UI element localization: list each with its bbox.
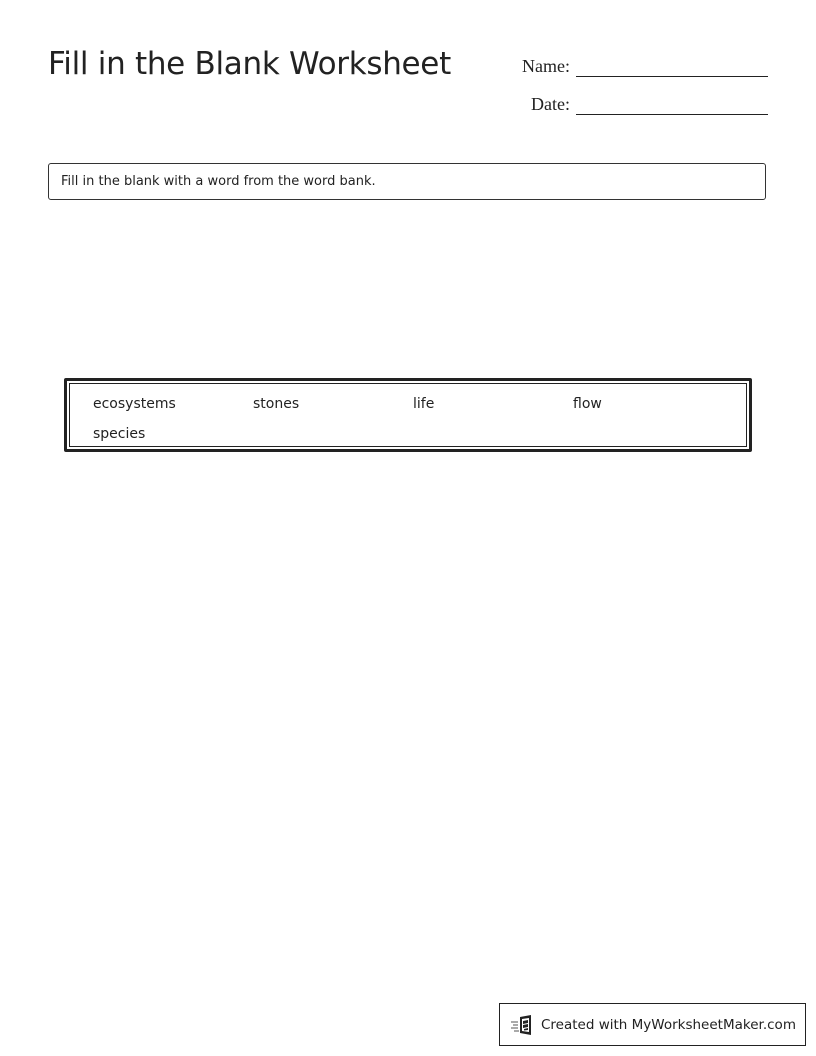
word-bank-inner-border <box>69 383 747 447</box>
word-bank-item: flow <box>573 396 602 412</box>
page-title: Fill in the Blank Worksheet <box>48 46 451 82</box>
name-label: Name: <box>522 56 570 76</box>
name-field <box>490 52 768 77</box>
name-blank-line[interactable] <box>576 52 768 77</box>
word-bank-grid <box>93 394 733 454</box>
instructions-text: Fill in the blank with a word from the word bank. <box>61 174 376 189</box>
worksheet-maker-logo-icon <box>510 1014 536 1036</box>
created-with-badge[interactable] <box>499 1003 806 1046</box>
word-bank-item: stones <box>253 396 300 412</box>
word-bank-item: species <box>93 426 146 442</box>
date-label: Date: <box>531 94 570 114</box>
word-bank <box>64 378 752 452</box>
created-with-text: Created with MyWorksheetMaker.com <box>541 1016 796 1033</box>
instructions-box <box>48 163 766 200</box>
date-blank-line[interactable] <box>576 90 768 115</box>
word-bank-item: life <box>413 396 435 412</box>
word-bank-item: ecosystems <box>93 396 176 412</box>
date-field <box>490 90 768 115</box>
